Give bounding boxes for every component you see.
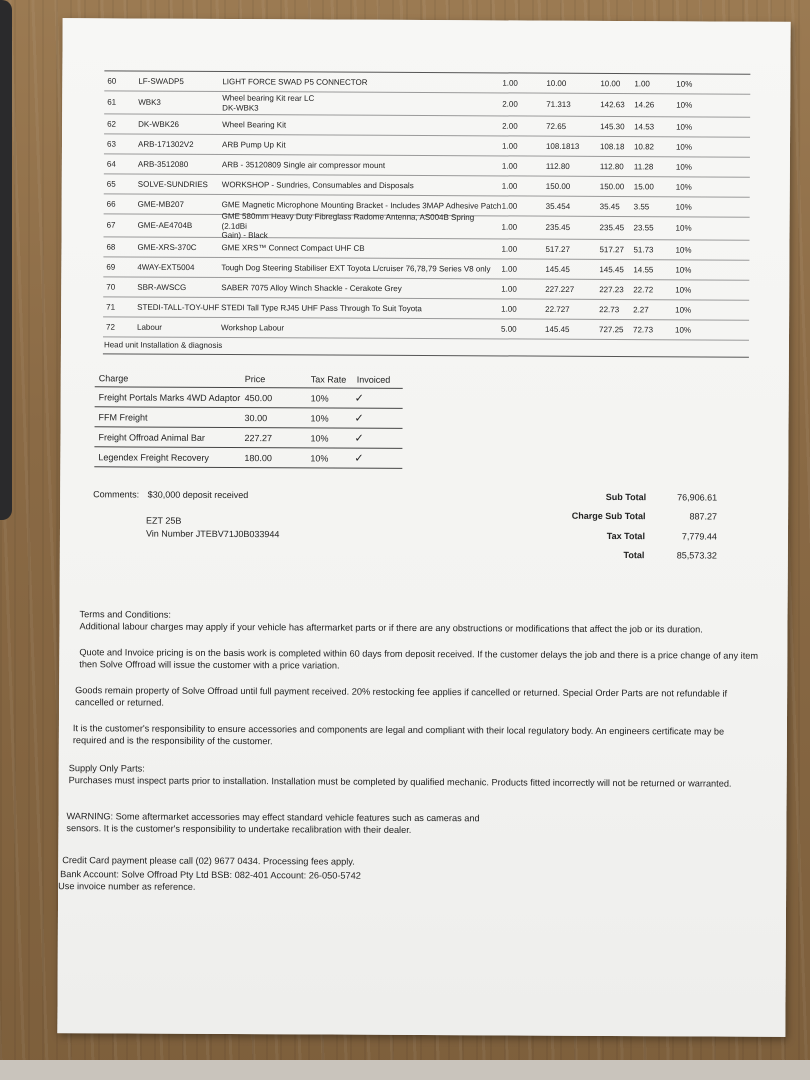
item-description-line: STEDI Tall Type RJ45 UHF Pass Through To Suit Toyota [221, 302, 422, 313]
item-code: DK-WBK26 [138, 119, 180, 129]
terms-p3: Goods remain property of Solve Offroad until full payment received. 20% restocking fee applies if cancelled or returned. Special Order Parts are not refundable if cancelled or returned. [75, 685, 728, 708]
charge-tax-rate: 10% [310, 393, 329, 404]
charge-name: FFM Freight [98, 412, 148, 423]
item-description-line: Gain) - Black [221, 230, 268, 240]
line-items-table [103, 70, 750, 357]
total-label: Total [623, 550, 645, 561]
item-description-line: Tough Dog Steering Stabiliser EXT Toyota L/cruiser 76,78,79 Series V8 only [221, 262, 491, 274]
item-tax: 72.73 [633, 324, 654, 334]
item-tax-rate: 10% [675, 202, 692, 212]
item-qty: 2.00 [502, 99, 518, 109]
item-code: ARB-171302V2 [137, 139, 194, 149]
item-tax: 15.00 [633, 181, 654, 191]
item-description [222, 160, 502, 171]
item-tax: 23.55 [633, 223, 654, 233]
charge-price: 227.27 [244, 433, 273, 444]
item-tax-rate: 10% [675, 223, 692, 233]
item-qty: 1.00 [501, 244, 518, 254]
charge-row [95, 407, 403, 429]
item-code: Labour [137, 322, 162, 332]
payment-line-2: Bank Account: Solve Offroad Pty Ltd BSB: 082-401 Account: 26-050-5742 [60, 869, 361, 881]
item-total: 108.18 [599, 141, 625, 151]
charge-header: Charge [98, 373, 129, 384]
vin-number: Vin Number JTEBV71J0B033944 [145, 528, 280, 540]
charge-row [94, 447, 402, 469]
item-tax-rate: 10% [676, 79, 693, 89]
item-description-line: WORKSHOP - Sundries, Consumables and Disposals [221, 179, 414, 190]
item-description-line: GME 580mm Heavy Duty Fibreglass Radome Antenna, AS004B Spring (2.1dBi [221, 211, 475, 231]
item-description-line: GME Magnetic Microphone Mounting Bracket - Includes 3MAP Adhesive Patch [221, 199, 502, 211]
item-qty: 1.00 [501, 181, 518, 191]
charge-price: 30.00 [244, 413, 268, 424]
item-description-line: Wheel Bearing Kit [222, 119, 287, 130]
payment-line-3: Use invoice number as reference. [58, 881, 196, 892]
total-value: 76,906.61 [677, 492, 718, 503]
item-description [222, 120, 502, 131]
item-description-line: SABER 7075 Alloy Winch Shackle - Cerakote Grey [221, 282, 402, 293]
table-row [104, 211, 750, 240]
item-qty: 1.00 [502, 78, 518, 88]
invoiced-check-icon: ✓ [354, 432, 364, 445]
item-total: 112.80 [599, 161, 624, 171]
supply-heading: Supply Only Parts: [68, 763, 145, 774]
item-price: 145.45 [545, 264, 570, 274]
item-description [221, 263, 501, 274]
item-number: 61 [107, 97, 117, 107]
item-qty: 1.00 [501, 222, 518, 232]
item-qty: 1.00 [501, 264, 517, 274]
item-code: SOLVE-SUNDRIES [137, 179, 208, 189]
item-qty: 1.00 [501, 201, 518, 211]
item-description [221, 283, 501, 294]
item-qty: 1.00 [501, 141, 518, 151]
terms-p1: Additional labour charges may apply if your vehicle has aftermarket parts or if there are any obstructions or modifications that affect the job or its duration. [79, 621, 703, 635]
rego: EZT 25B [146, 515, 182, 526]
item-number: 68 [106, 242, 116, 252]
invoiced-check-icon: ✓ [354, 452, 364, 465]
total-label: Tax Total [606, 530, 645, 542]
item-code: ARB-3512080 [137, 159, 189, 169]
item-tax: 51.73 [633, 244, 654, 254]
charge-name: Legendex Freight Recovery [98, 452, 209, 463]
charge-price: 180.00 [244, 453, 272, 464]
item-tax: 3.55 [633, 201, 650, 211]
tax-rate-header: Tax Rate [310, 374, 347, 385]
item-tax-rate: 10% [675, 142, 693, 152]
charges-table [94, 368, 403, 469]
item-code: 4WAY-EXT5004 [137, 262, 195, 272]
item-description-line: Wheel bearing Kit rear LC [222, 93, 315, 103]
table-row [104, 91, 750, 117]
item-number: 67 [106, 220, 116, 230]
item-number: 63 [106, 139, 116, 149]
charge-tax-rate: 10% [310, 413, 329, 424]
item-description-line: ARB Pump Up Kit [221, 139, 286, 150]
item-note: Head unit Installation & diagnosis [103, 340, 223, 350]
item-total: 145.30 [600, 121, 625, 131]
item-code: GME-XRS-370C [137, 242, 197, 252]
item-price: 71.313 [546, 99, 571, 110]
item-price: 227.227 [545, 284, 575, 294]
item-price: 517.27 [545, 244, 570, 254]
item-description-line: DK-WBK3 [222, 102, 259, 113]
charge-tax-rate: 10% [310, 433, 329, 444]
item-tax: 2.27 [633, 304, 649, 314]
item-total: 227.23 [599, 284, 624, 294]
charge-name: Freight Portals Marks 4WD Adaptor [98, 392, 241, 404]
charge-price: 450.00 [244, 393, 273, 404]
item-qty: 1.00 [501, 161, 518, 171]
item-total: 517.27 [599, 244, 624, 254]
item-description-line: Workshop Labour [221, 322, 285, 333]
item-tax-rate: 10% [675, 285, 692, 295]
item-qty: 1.00 [501, 304, 517, 314]
terms-p4: It is the customer's responsibility to ensure accessories and components are legal and compliant with their local regulatory body. An engineers certificate may be required and is the responsibility of the customer. [72, 723, 725, 747]
item-number: 69 [106, 262, 116, 272]
item-price: 35.454 [545, 201, 571, 211]
invoice-page [57, 18, 790, 1037]
item-price: 145.45 [545, 324, 570, 334]
item-tax: 10.82 [633, 141, 655, 151]
terms-p5: Purchases must inspect parts prior to installation. Installation must be completed by qualified mechanic. Products fitted incorrectly will not be returned or warranted. [68, 775, 732, 789]
item-tax: 14.55 [633, 264, 654, 274]
item-number: 66 [106, 199, 116, 209]
payment-line-1: Credit Card payment please call (02) 9677 0434. Processing fees apply. [62, 855, 355, 867]
item-total: 727.25 [599, 324, 624, 334]
item-description [222, 77, 502, 88]
item-description [221, 243, 501, 254]
item-tax-rate: 10% [676, 100, 693, 110]
charge-row [95, 387, 403, 409]
item-tax-rate: 10% [675, 162, 692, 172]
item-note-row [103, 337, 749, 357]
total-value: 887.27 [689, 511, 718, 522]
item-description [222, 140, 502, 151]
item-tax: 14.26 [634, 100, 655, 110]
comments [93, 489, 248, 500]
item-description-line: GME XRS™ Connect Compact UHF CB [221, 242, 365, 253]
item-description [222, 200, 502, 211]
item-code: GME-MB207 [137, 199, 184, 209]
item-price: 108.1813 [545, 141, 580, 151]
charge-name: Freight Offroad Animal Bar [98, 432, 205, 443]
charge-tax-rate: 10% [310, 453, 329, 464]
item-price: 235.45 [545, 222, 571, 233]
invoiced-header: Invoiced [356, 374, 391, 385]
total-label: Sub Total [605, 491, 647, 503]
item-number: 60 [107, 76, 117, 86]
item-description-line: LIGHT FORCE SWAD P5 CONNECTOR [222, 76, 368, 87]
item-total: 142.63 [600, 100, 625, 110]
item-tax-rate: 10% [675, 325, 692, 335]
item-tax-rate: 10% [675, 265, 692, 275]
item-price: 150.00 [545, 181, 571, 191]
item-number: 70 [106, 282, 116, 292]
item-price: 22.727 [545, 304, 570, 314]
item-tax-rate: 10% [675, 305, 692, 315]
comments-label: Comments: [93, 489, 140, 500]
item-code: STEDI-TALL-TOY-UHF [137, 302, 220, 312]
item-tax-rate: 10% [676, 122, 693, 132]
item-total: 35.45 [599, 201, 620, 211]
item-qty: 5.00 [501, 324, 517, 334]
invoiced-check-icon: ✓ [354, 412, 364, 425]
item-number: 71 [106, 302, 116, 312]
invoiced-check-icon: ✓ [354, 392, 364, 405]
item-code: WBK3 [138, 97, 161, 107]
item-total: 150.00 [599, 181, 625, 191]
item-description [221, 323, 501, 334]
tablet-edge [0, 0, 12, 520]
price-header: Price [244, 374, 266, 385]
terms-and-conditions [58, 608, 760, 892]
item-qty: 2.00 [502, 121, 518, 131]
item-tax-rate: 10% [675, 182, 692, 192]
item-description [222, 93, 502, 113]
item-tax: 1.00 [634, 78, 650, 88]
total-value: 7,779.44 [681, 531, 717, 542]
item-number: 64 [106, 159, 116, 169]
item-tax: 14.53 [634, 121, 655, 131]
item-total: 10.00 [600, 78, 621, 88]
item-code: LF-SWADP5 [138, 76, 184, 86]
terms-heading: Terms and Conditions: [79, 609, 171, 620]
item-number: 65 [106, 179, 116, 189]
floor-strip [0, 1060, 810, 1080]
item-description [221, 303, 501, 314]
item-total: 235.45 [599, 223, 625, 233]
item-number: 62 [107, 119, 117, 129]
charges-header [95, 368, 403, 389]
item-number: 72 [106, 322, 115, 332]
item-description [222, 180, 502, 191]
item-qty: 1.00 [501, 284, 517, 294]
item-total: 145.45 [599, 264, 624, 274]
item-tax: 11.28 [633, 161, 654, 171]
charge-row [94, 427, 402, 449]
terms-p2: Quote and Invoice pricing is on the basis work is completed within 60 days from deposit received. If the customer delays the job and there is a price change of any item then Solve Offroad will issue the customer with a price variation. [79, 647, 759, 671]
item-tax: 22.72 [633, 284, 654, 294]
item-description-line: ARB - 35120809 Single air compressor mount [221, 159, 386, 170]
comments-text: $30,000 deposit received [147, 489, 249, 501]
terms-p6: WARNING: Some aftermarket accessories may effect standard vehicle features such as cameras and sensors. It is the customer's responsibility to undertake recalibration with their dealer. [66, 811, 480, 835]
item-total: 22.73 [599, 304, 620, 314]
item-code: SBR-AWSCG [137, 282, 187, 292]
item-price: 10.00 [546, 78, 567, 88]
item-code: GME-AE4704B [137, 220, 193, 231]
total-label: Charge Sub Total [571, 510, 646, 522]
item-price: 112.80 [545, 161, 570, 171]
item-tax-rate: 10% [675, 245, 692, 255]
total-value: 85,573.32 [676, 550, 717, 561]
item-price: 72.65 [546, 121, 567, 131]
